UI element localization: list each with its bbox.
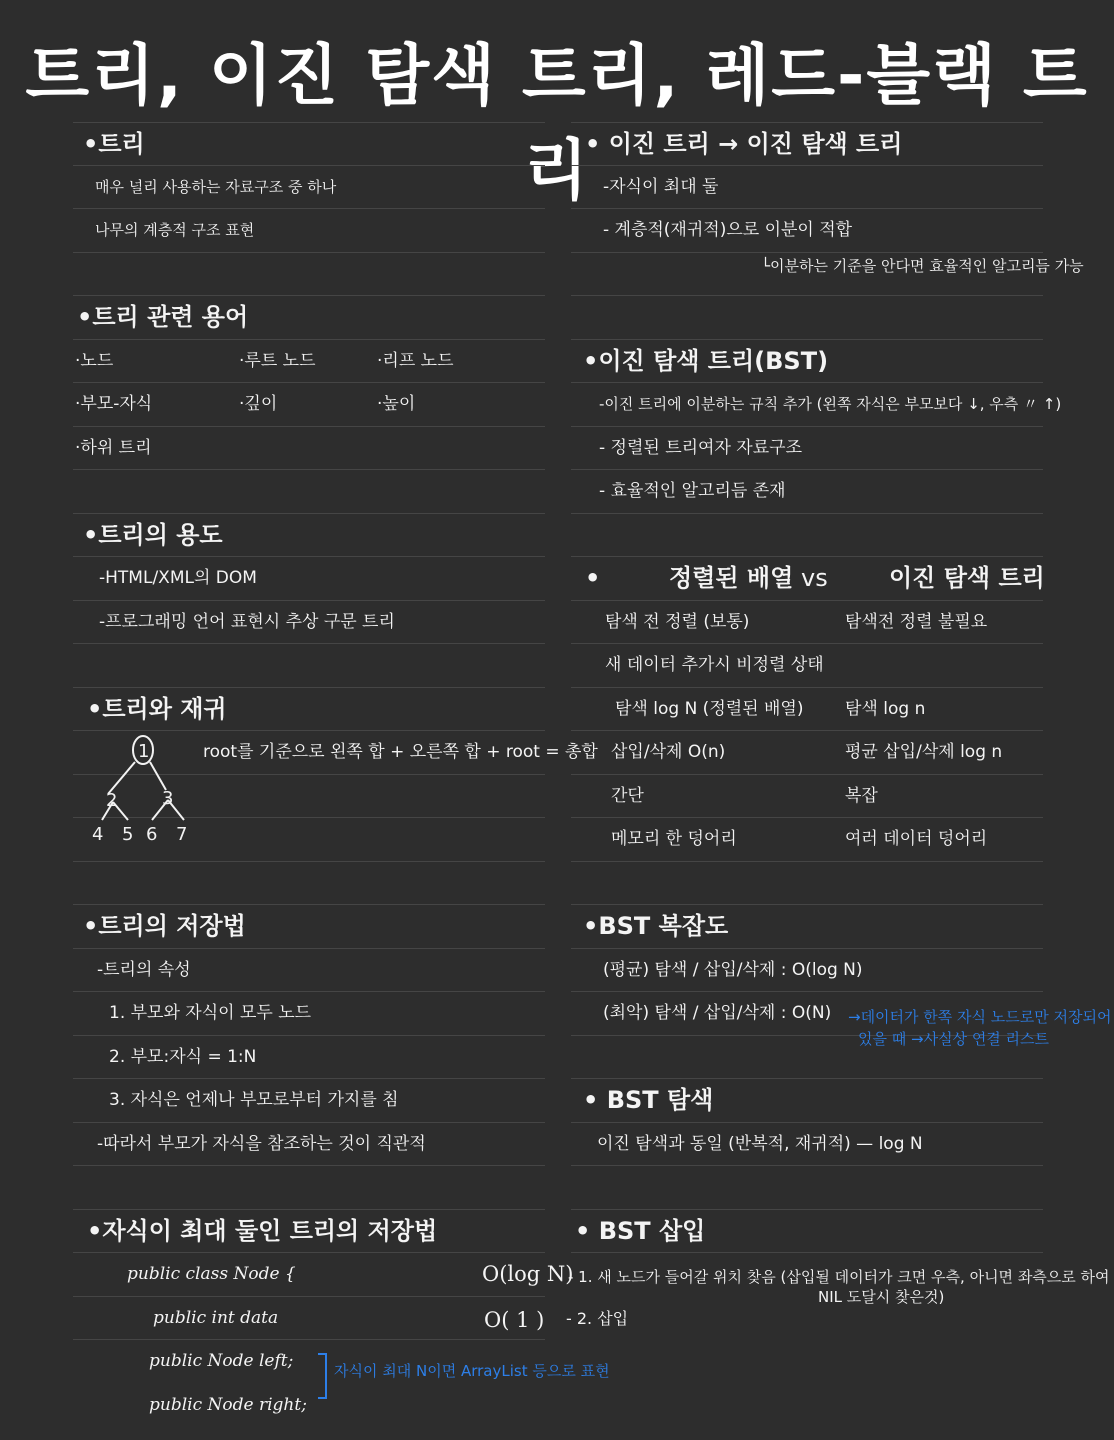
tree-node-label: 6: [146, 824, 158, 845]
tree-node-label: 4: [92, 824, 104, 845]
compare-row: 간단 복잡: [571, 775, 1043, 819]
note-line: -트리의 속성: [73, 949, 545, 993]
tree-node-label: 7: [176, 824, 188, 845]
term: ·리프 노드: [377, 350, 454, 371]
note-line: └이분하는 기준을 안다면 효율적인 알고리듬 가능: [571, 253, 1043, 297]
section-heading-uses: •트리의 용도: [73, 514, 545, 558]
note-line: -HTML/XML의 DOM: [73, 557, 545, 601]
compare-row: 삽입/삭제 O(n) 평균 삽입/삭제 log n: [571, 731, 1043, 775]
insert-step1: - 1. 새 노드가 들어갈 위치 찾음 (삽입될 데이터가 크면 우측, 아니면 좌측으로 하여: [568, 1268, 1110, 1286]
terms-row: [73, 340, 545, 384]
blank-line: [73, 253, 545, 297]
bracket-icon: [316, 1352, 332, 1400]
section-heading-binary-storage: •자식이 최대 둘인 트리의 저장법: [73, 1210, 545, 1254]
note-line: -따라서 부모가 자식을 참조하는 것이 직관적: [73, 1123, 545, 1167]
blank-line: [571, 514, 1043, 558]
compare-row: 탐색 전 정렬 (보통) 탐색전 정렬 불필요: [571, 601, 1043, 645]
section-heading-terms: •트리 관련 용어: [73, 296, 545, 340]
term: ·루트 노드: [239, 350, 316, 371]
page-title: 트리, 이진 탐색 트리, 레드-블랙 트리: [25, 37, 1089, 209]
term: ·높이: [377, 394, 416, 414]
term: ·부모-자식: [75, 394, 153, 414]
blank-line: [571, 1166, 1043, 1210]
note-line: - 효율적인 알고리듬 존재: [571, 470, 1043, 514]
worst-case-note: →데이터가 한쪽 자식 노드로만 저장되어: [848, 1008, 1112, 1026]
section-heading-storage: •트리의 저장법: [73, 905, 545, 949]
section-heading-bst: •이진 탐색 트리(BST): [571, 340, 1043, 384]
section-heading-tree: •트리: [73, 122, 545, 166]
section-heading-search: • BST 탐색: [571, 1079, 1043, 1123]
recursion-formula: root를 기준으로 왼쪽 합 + 오른쪽 합 + root = 총합: [203, 742, 598, 762]
blank-line: [73, 644, 545, 688]
search-line: 이진 탐색과 동일 (반복적, 재귀적) — log N: [571, 1123, 1043, 1167]
tree-node-label: 3: [162, 788, 174, 809]
insert-step1-cont: NIL 도달시 찾은것): [818, 1288, 945, 1306]
complexity-avg: (평균) 탐색 / 삽입/삭제 : O(log N): [571, 949, 1043, 993]
tree-diagram: [80, 728, 200, 848]
note-line: 2. 부모:자식 = 1:N: [73, 1036, 545, 1080]
right-column: [571, 122, 1084, 1340]
blank-line: [571, 296, 1043, 340]
note-line: 3. 자식은 언제나 부모로부터 가지를 침: [73, 1079, 545, 1123]
blank-line: [73, 470, 545, 514]
tree-node-label: 5: [122, 824, 134, 845]
blank-line: [571, 862, 1043, 906]
term: ·하위 트리: [75, 437, 152, 458]
compare-row: 탐색 log N (정렬된 배열) 탐색 log n: [571, 688, 1043, 732]
code-line: public class Node {: [73, 1253, 545, 1297]
term: ·깊이: [239, 394, 278, 414]
insert-step2-cost: O( 1 ): [484, 1308, 545, 1332]
arraylist-note: 자식이 최대 N이면 ArrayList 등으로 표현: [334, 1362, 610, 1380]
code-line: public Node right;: [149, 1394, 307, 1415]
code-line: public int data: [73, 1297, 545, 1341]
terms-row: [73, 427, 545, 471]
note-line: 나무의 계층적 구조 표현: [73, 209, 545, 253]
compare-row: 메모리 한 덩어리 여러 데이터 덩어리: [571, 818, 1043, 862]
tree-node-label: 2: [106, 790, 118, 811]
compare-header: • 정렬된 배열 vs 이진 탐색 트리: [571, 557, 1043, 601]
note-line: 매우 널리 사용하는 자료구조 중 하나: [73, 166, 545, 210]
section-heading-binary: • 이진 트리 → 이진 탐색 트리: [571, 122, 1043, 166]
tree-node-label: 1: [138, 741, 150, 762]
compare-row: 새 데이터 추가시 비정렬 상태: [571, 644, 1043, 688]
term: ·노드: [75, 350, 114, 371]
section-heading-insert: • BST 삽입: [571, 1210, 1043, 1254]
insert-step1-cost: O(log N): [482, 1262, 574, 1286]
insert-step2: - 2. 삽입: [566, 1309, 629, 1328]
blank-line: [73, 1166, 545, 1210]
section-heading-recursion: •트리와 재귀: [73, 688, 545, 732]
section-heading-complexity: •BST 복잡도: [571, 905, 1043, 949]
blank-line: [73, 862, 545, 906]
note-line: - 계층적(재귀적)으로 이분이 적합: [571, 209, 1043, 253]
note-line: -자식이 최대 둘: [571, 166, 1043, 210]
note-line: - 정렬된 트리여자 자료구조: [571, 427, 1043, 471]
worst-case-note: 있을 때 →사실상 연결 리스트: [858, 1030, 1050, 1048]
note-line: -이진 트리에 이분하는 규칙 추가 (왼쪽 자식은 부모보다 ↓, 우측 〃 ↑): [571, 383, 1043, 427]
code-line: public Node left;: [149, 1351, 294, 1371]
terms-row: [73, 383, 545, 427]
blank-line: [571, 1297, 1043, 1341]
complexity-worst: (최악) 탐색 / 삽입/삭제 : O(N): [571, 992, 1043, 1036]
note-line: 1. 부모와 자식이 모두 노드: [73, 992, 545, 1036]
note-line: -프로그래밍 언어 표현시 추상 구문 트리: [73, 601, 545, 645]
